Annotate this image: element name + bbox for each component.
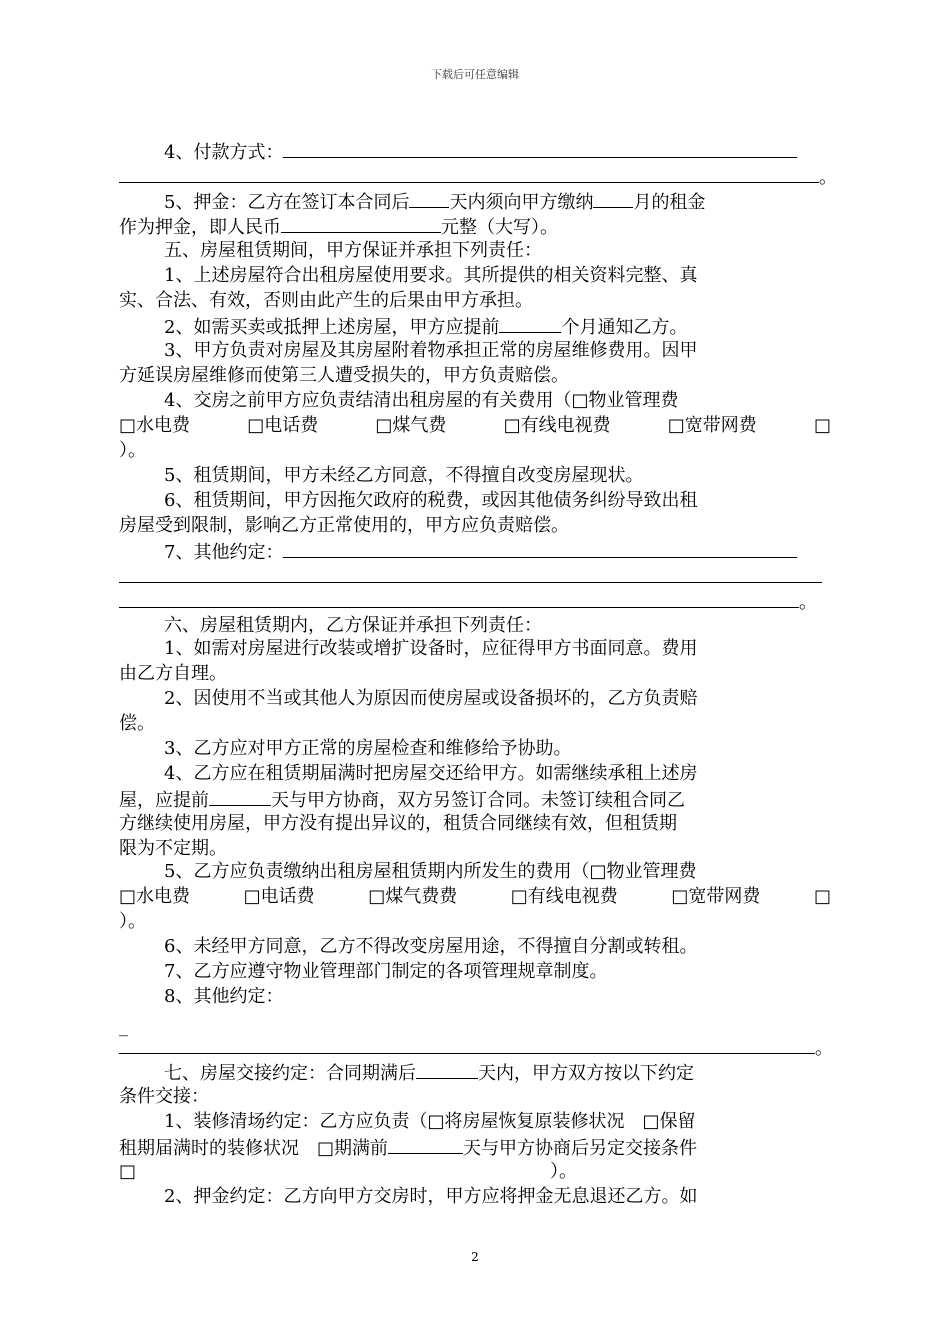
- checkbox-phone[interactable]: □电话费: [243, 886, 315, 907]
- deposit-line: 5、押金：乙方在签订本合同后 天内须向甲方缴纳 月的租金: [119, 188, 876, 213]
- text-line: 4、乙方应在租赁期届满时把房屋交还给甲方。如需继续承租上述房: [164, 763, 698, 784]
- text-line: 2、如需买卖或抵押上述房屋，甲方应提前 个月通知乙方。: [119, 313, 876, 338]
- fee-checkbox-row: [119, 413, 831, 438]
- text-line: 1、如需对房屋进行改装或增扩设备时，应征得甲方书面同意。费用: [164, 638, 698, 659]
- fill-blank: [119, 588, 799, 608]
- text-line: 2、因使用不当或其他人为原因而使房屋或设备损坏的，乙方负责赔: [164, 688, 698, 709]
- text-line: 4、交房之前甲方应负责结清出租房屋的有关费用（□物业管理费: [164, 390, 679, 411]
- checkbox-water-electric[interactable]: □水电费: [119, 415, 191, 436]
- text-line: 条件交接：: [119, 1086, 209, 1107]
- text-line: 1、上述房屋符合出租房屋使用要求。其所提供的相关资料完整、真: [164, 265, 698, 286]
- section-heading: 六、房屋租赁期内，乙方保证并承担下列责任：: [164, 615, 542, 636]
- text-line: 5、乙方应负责缴纳出租房屋租赁期内所发生的费用（□物业管理费: [164, 861, 697, 882]
- text-line: 限为不定期。: [119, 838, 227, 859]
- fill-blank: [119, 1034, 815, 1054]
- text-line: 7、乙方应遵守物业管理部门制定的各项管理规章制度。: [164, 961, 608, 982]
- other-terms-blank: [283, 538, 797, 558]
- text-line: □ ）。: [119, 1161, 578, 1182]
- text-line: 房屋受到限制，影响乙方正常使用的，甲方应负责赔偿。: [119, 515, 569, 536]
- text-line: 。: [119, 163, 831, 188]
- text-line: 。: [119, 1034, 831, 1059]
- text-line: 。: [119, 588, 831, 613]
- text-line: 方继续使用房屋，甲方没有提出异议的，租赁合同继续有效，但租赁期: [119, 813, 677, 834]
- handover-days-blank: [416, 1059, 478, 1079]
- checkbox-broadband[interactable]: □宽带网费: [667, 415, 757, 436]
- text-line: 偿。: [119, 713, 155, 734]
- text-line: 屋，应提前 天与甲方协商，双方另签订合同。未签订续租合同乙: [119, 786, 831, 811]
- text-line: 作为押金，即人民币 元整（大写）。: [119, 213, 831, 238]
- checkbox-cable-tv[interactable]: □有线电视费: [503, 415, 611, 436]
- months-blank: [593, 188, 633, 208]
- text-line: 2、押金约定：乙方向甲方交房时，甲方应将押金无息退还乙方。如: [164, 1186, 698, 1207]
- text-line: 5、租赁期间，甲方未经乙方同意，不得擅自改变房屋现状。: [164, 465, 644, 486]
- days-blank: [409, 188, 449, 208]
- checkbox-other[interactable]: □: [813, 415, 831, 436]
- text-line: 6、租赁期间，甲方因拖欠政府的税费，或因其他债务纠纷导致出租: [164, 490, 698, 511]
- other-terms-line: 7、其他约定：: [119, 538, 876, 563]
- fill-blank: [119, 563, 822, 583]
- checkbox-gas[interactable]: □煤气费费: [368, 886, 458, 907]
- payment-method-line: 4、付款方式：: [119, 138, 876, 163]
- months-notice-blank: [499, 313, 561, 333]
- handover-line: 七、房屋交接约定：合同期满后 天内，甲方双方按以下约定: [119, 1059, 831, 1084]
- days-notice-blank: [209, 786, 271, 806]
- text-line: ）。: [119, 440, 146, 461]
- fill-blank: [119, 163, 819, 183]
- checkbox-other-condition[interactable]: □: [119, 1161, 137, 1182]
- amount-blank: [281, 213, 441, 233]
- page-header: 下载后可任意编辑: [431, 68, 519, 81]
- checkbox-cable-tv[interactable]: □有线电视费: [510, 886, 618, 907]
- text-line: 8、其他约定：: [164, 986, 284, 1007]
- text-line: _: [119, 1016, 128, 1037]
- checkbox-water-electric[interactable]: □水电费: [119, 886, 191, 907]
- fee-checkbox-row: [119, 884, 831, 909]
- text-line: [119, 563, 831, 588]
- page-number: 2: [471, 1250, 479, 1264]
- text-line: 租期届满时的装修状况 □期满前 天与甲方协商后另定交接条件: [119, 1134, 831, 1159]
- checkbox-broadband[interactable]: □宽带网费: [671, 886, 761, 907]
- payment-method-blank: [283, 138, 797, 158]
- text-line: 方延误房屋维修而使第三人遭受损失的，甲方负责赔偿。: [119, 365, 569, 386]
- text-line: 3、甲方负责对房屋及其房屋附着物承担正常的房屋维修费用。因甲: [164, 340, 698, 361]
- text-line: 1、装修清场约定：乙方应负责（□将房屋恢复原装修状况 □保留: [164, 1111, 696, 1132]
- text-line: 实、合法、有效，否则由此产生的后果由甲方承担。: [119, 290, 533, 311]
- checkbox-other[interactable]: □: [813, 886, 831, 907]
- text-line: 6、未经甲方同意，乙方不得改变房屋用途，不得擅自分割或转租。: [164, 936, 698, 957]
- section-heading: 五、房屋租赁期间，甲方保证并承担下列责任：: [164, 240, 542, 261]
- text-line: ）。: [119, 911, 146, 932]
- text-line: 由乙方自理。: [119, 663, 227, 684]
- days-before-blank: [388, 1134, 463, 1154]
- checkbox-gas[interactable]: □煤气费: [375, 415, 447, 436]
- text-line: 3、乙方应对甲方正常的房屋检查和维修给予协助。: [164, 738, 572, 759]
- checkbox-phone[interactable]: □电话费: [247, 415, 319, 436]
